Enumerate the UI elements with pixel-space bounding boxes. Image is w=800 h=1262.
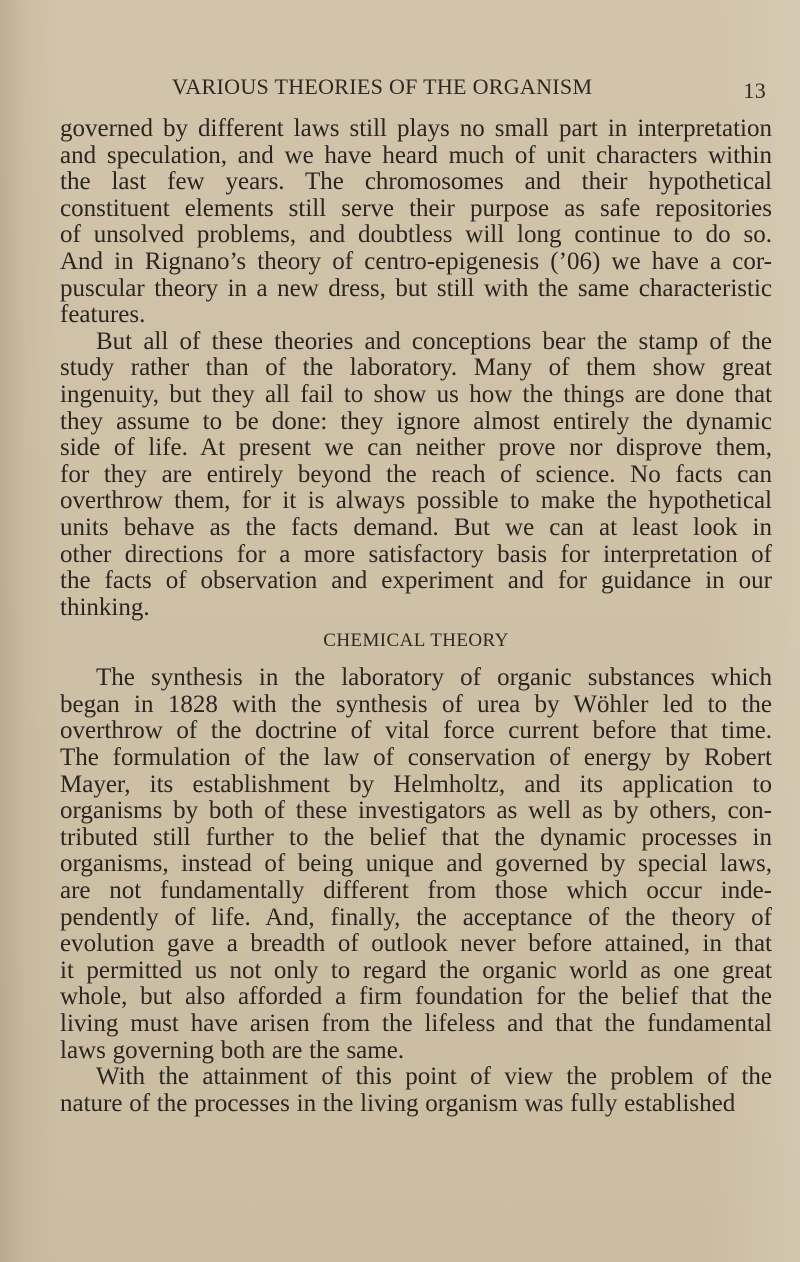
text-line: features. — [60, 302, 146, 329]
text-line: the last few years. The chromosomes and their hypothetical — [60, 169, 772, 196]
page-number: 13 — [743, 78, 766, 103]
text-line: study rather than of the laboratory. Many of them show great — [60, 355, 772, 382]
text-line: it permitted us not only to regard the organic world as one great — [60, 957, 772, 984]
text-line: overthrow them, for it is always possible to make the hypothetical — [60, 488, 772, 515]
text-line: and speculation, and we have heard much of unit characters within — [60, 142, 772, 169]
text-line: evolution gave a breadth of outlook never before attained, in that — [60, 931, 772, 958]
text-line: nature of the processes in the living organism was fully established — [60, 1090, 736, 1117]
text-line: The synthesis in the laboratory of organic substances which — [96, 665, 772, 692]
text-line: side of life. At present we can neither prove nor disprove them, — [60, 435, 772, 462]
text-line: thinking. — [60, 594, 150, 621]
paragraph — [60, 329, 772, 622]
text-line: puscular theory in a new dress, but still with the same characteristic — [60, 275, 772, 302]
text-line: And in Rignano’s theory of centro-epigenesis (’06) we have a cor- — [60, 248, 772, 275]
running-head — [60, 74, 772, 108]
text-line: tributed still further to the belief that the dynamic processes in — [60, 824, 772, 851]
chemical-theory-text — [60, 665, 772, 1117]
text-line: units behave as the facts demand. But we can at least look in — [60, 514, 772, 541]
text-line: But all of these theories and conceptions bear the stamp of the — [96, 328, 772, 355]
book-page — [60, 74, 772, 1117]
section-heading: CHEMICAL THEORY — [323, 630, 509, 652]
text-line: overthrow of the doctrine of vital force current before that time. — [60, 718, 772, 745]
text-line: they assume to be done: they ignore almost entirely the dynamic — [60, 408, 772, 435]
text-line: With the attainment of this point of view the problem of the — [96, 1064, 772, 1091]
text-line: governed by different laws still plays no small part in interpretation — [60, 116, 772, 142]
text-line: began in 1828 with the synthesis of urea by Wöhler led to the — [60, 691, 772, 718]
paragraph — [60, 1064, 772, 1117]
body-text — [60, 116, 772, 1117]
text-line: organisms, instead of being unique and governed by special laws, — [60, 851, 772, 878]
text-line: the facts of observation and experiment and for guidance in our — [60, 568, 772, 595]
text-line: constituent elements still serve their purpose as safe repositories — [60, 195, 772, 222]
text-line: living must have arisen from the lifeless and that the fundamental — [60, 1011, 772, 1037]
section-intro-text — [60, 116, 772, 621]
text-line: laws governing both are the same. — [60, 1037, 405, 1064]
text-line: The formulation of the law of conservation of energy by Robert — [60, 745, 772, 772]
running-head-title: VARIOUS THEORIES OF THE ORGANISM — [172, 74, 593, 99]
text-line: whole, but also afforded a firm foundation for the belief that the — [60, 984, 772, 1011]
text-line: Mayer, its establishment by Helmholtz, and its application to — [60, 771, 772, 798]
paragraph — [60, 665, 772, 1064]
text-line: organisms by both of these investigators as well as by others, con- — [60, 798, 772, 825]
text-line: for they are entirely beyond the reach of science. No facts can — [60, 461, 772, 488]
text-line: are not fundamentally different from those which occur inde- — [60, 878, 772, 905]
text-line: other directions for a more satisfactory basis for interpretation of — [60, 541, 772, 568]
text-line: of unsolved problems, and doubtless will long continue to do so. — [60, 222, 772, 249]
paragraph — [60, 116, 772, 329]
text-line: ingenuity, but they all fail to show us how the things are done that — [60, 381, 772, 408]
text-line: pendently of life. And, finally, the acceptance of the theory of — [60, 904, 772, 931]
